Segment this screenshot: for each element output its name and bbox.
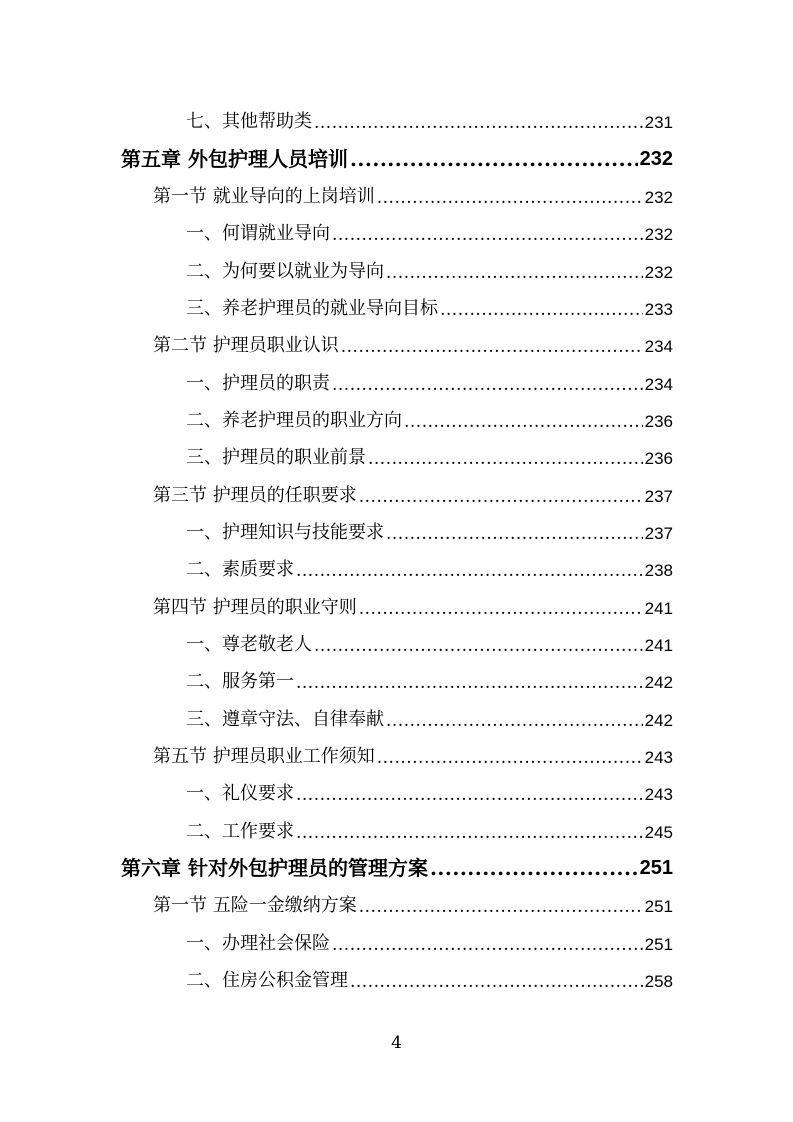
toc-entry-page: 234 [644,374,673,394]
toc-entry-page: 242 [644,672,673,692]
toc-entry-page: 242 [644,710,673,730]
toc-entry-title: 第六章 针对外包护理员的管理方案 [121,856,428,880]
toc-entry-page: 241 [644,635,673,655]
toc-entry-page: 232 [639,148,673,170]
toc-chapter-entry[interactable] [0,843,793,880]
toc-entry[interactable] [0,283,793,320]
toc-entry-title: 三、遵章守法、自律奉献 [186,709,384,731]
toc-entry-title: 第五节 护理员职业工作须知 [153,746,375,768]
toc-entry-title: 七、其他帮助类 [186,111,312,133]
toc-entry[interactable] [0,358,793,395]
toc-entry-page: 258 [644,971,673,991]
toc-entry-page: 251 [644,934,673,954]
toc-entry-title: 一、护理知识与技能要求 [186,522,384,544]
toc-dot-leader [386,263,643,283]
toc-entry-page: 232 [644,224,673,244]
toc-entry-title: 第一节 就业导向的上岗培训 [153,186,375,208]
toc-entry[interactable] [0,806,793,843]
toc-entry-title: 一、办理社会保险 [186,933,330,955]
toc-entry[interactable] [0,619,793,656]
toc-section-entry[interactable] [0,320,793,357]
toc-dot-leader [296,823,643,843]
toc-entry[interactable] [0,96,793,133]
toc-section-entry[interactable] [0,880,793,917]
toc-entry[interactable] [0,507,793,544]
toc-entry-title: 一、礼仪要求 [186,783,294,805]
toc-dot-leader [359,487,643,507]
toc-entry-title: 第五章 外包护理人员培训 [121,147,348,171]
toc-entry-title: 二、工作要求 [186,821,294,843]
toc-entry-title: 三、护理员的职业前景 [186,447,366,469]
toc-entry[interactable] [0,246,793,283]
toc-entry[interactable] [0,918,793,955]
toc-dot-leader [350,972,643,992]
toc-entry-title: 二、服务第一 [186,671,294,693]
toc-entry[interactable] [0,694,793,731]
toc-section-entry[interactable] [0,731,793,768]
toc-entry[interactable] [0,656,793,693]
toc-entry-page: 236 [644,411,673,431]
toc-entry-title: 第一节 五险一金缴纳方案 [153,895,357,917]
toc-dot-leader [440,300,643,320]
toc-entry-title: 一、尊老敬老人 [186,634,312,656]
toc-dot-leader [332,935,643,955]
toc-entry-page: 234 [644,336,673,356]
toc-entry-page: 245 [644,822,673,842]
toc-entry-title: 三、养老护理员的就业导向目标 [186,298,438,320]
toc-entry-title: 一、何谓就业导向 [186,223,330,245]
toc-dot-leader [296,785,643,805]
toc-dot-leader [377,188,643,208]
toc-entry-page: 236 [644,448,673,468]
toc-dot-leader [368,449,643,469]
toc-dot-leader [377,748,643,768]
toc-chapter-entry[interactable] [0,134,793,171]
toc-entry[interactable] [0,432,793,469]
toc-dot-leader [314,113,643,133]
toc-entry[interactable] [0,768,793,805]
toc-entry-page: 238 [644,560,673,580]
toc-entry-title: 一、护理员的职责 [186,373,330,395]
toc-dot-leader [332,375,643,395]
toc-entry-page: 237 [644,523,673,543]
toc-entry-page: 237 [644,486,673,506]
toc-dot-leader [341,337,643,357]
toc-entry-title: 二、为何要以就业为导向 [186,261,384,283]
toc-dot-leader [296,673,643,693]
toc-dot-leader [386,711,643,731]
toc-dot-leader [332,225,643,245]
toc-entry[interactable] [0,544,793,581]
toc-section-entry[interactable] [0,171,793,208]
toc-entry-page: 232 [644,262,673,282]
toc-entry[interactable] [0,208,793,245]
toc-entry-page: 241 [644,598,673,618]
toc-dot-leader [430,856,638,880]
toc-entry-page: 243 [644,747,673,767]
toc-dot-leader [386,524,643,544]
toc-dot-leader [359,599,643,619]
toc-entry-title: 第三节 护理员的任职要求 [153,485,357,507]
toc-entry[interactable] [0,955,793,992]
toc-entry-page: 251 [644,896,673,916]
toc-entry-page: 243 [644,784,673,804]
toc-section-entry[interactable] [0,582,793,619]
toc-entry-title: 二、养老护理员的职业方向 [186,410,402,432]
toc-dot-leader [404,412,643,432]
toc-entry-page: 233 [644,299,673,319]
toc-entry[interactable] [0,395,793,432]
page-number: 4 [391,1033,402,1053]
toc-entry-page: 231 [644,112,673,132]
toc-entry-title: 二、住房公积金管理 [186,970,348,992]
toc-entry-page: 232 [644,187,673,207]
toc-entry-title: 二、素质要求 [186,559,294,581]
toc-entry-page: 251 [639,857,673,879]
toc-entry-title: 第四节 护理员的职业守则 [153,597,357,619]
toc-dot-leader [296,561,643,581]
toc-dot-leader [314,636,643,656]
toc-section-entry[interactable] [0,470,793,507]
toc-dot-leader [350,147,638,171]
toc-entry-title: 第二节 护理员职业认识 [153,335,339,357]
toc-dot-leader [359,897,643,917]
